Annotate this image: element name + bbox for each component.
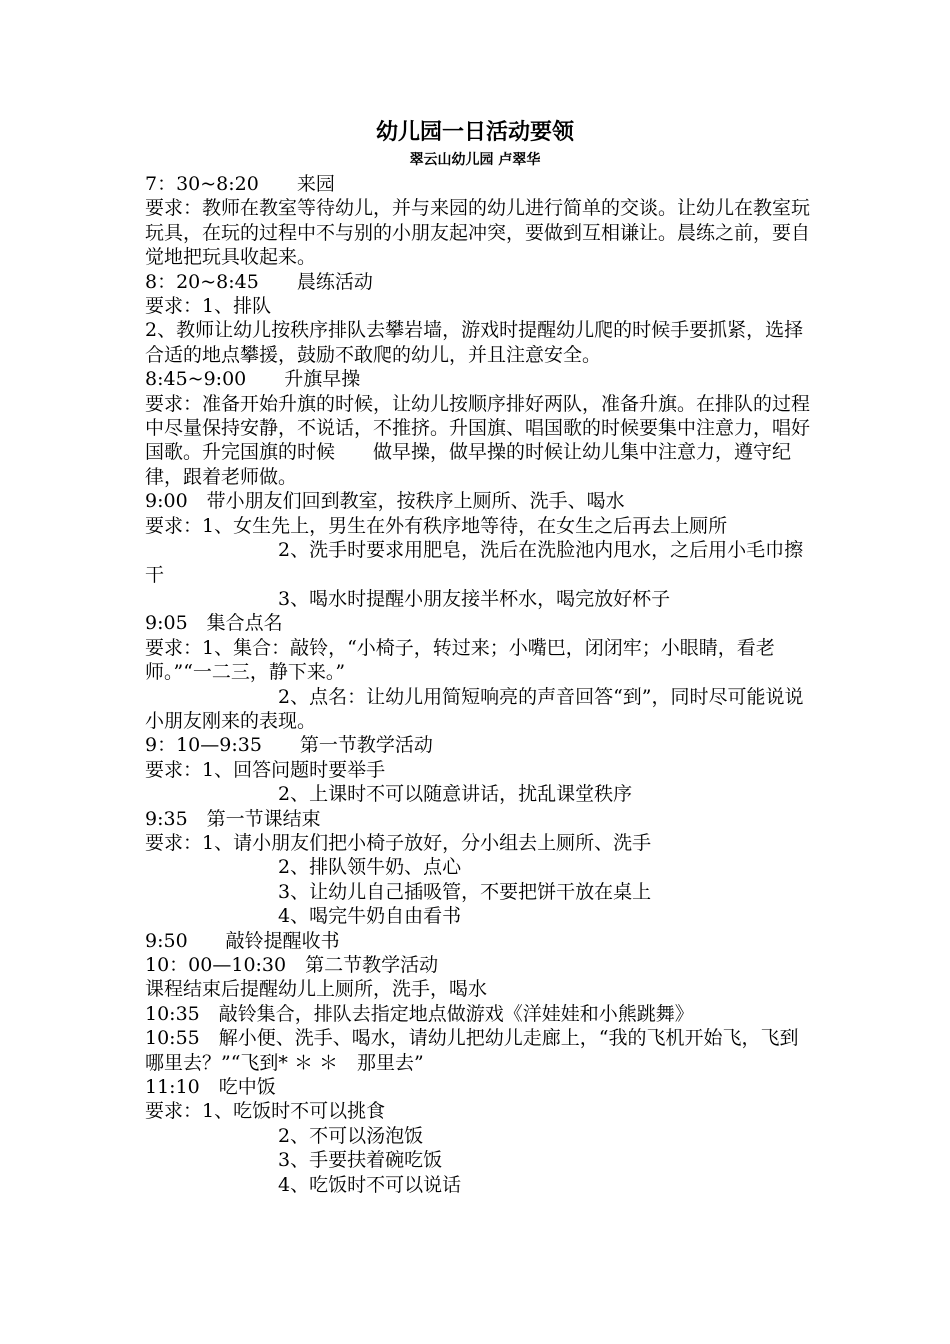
document-body	[145, 172, 813, 1197]
requirement-item: 2、排队领牛奶、点心	[278, 856, 462, 879]
requirement-item: 要求：1、请小朋友们把小椅子放好，分小组去上厕所、洗手	[145, 831, 652, 854]
requirement-item: 要求：1、女生先上，男生在外有秩序地等待，在女生之后再去上厕所	[145, 514, 728, 537]
requirement-item: 要求：1、回答问题时要举手	[145, 758, 386, 781]
requirement-item: 3、让幼儿自己插吸管，不要把饼干放在桌上	[278, 880, 652, 903]
schedule-restroom-break: 10:55 解小便、洗手、喝水，请幼儿把幼儿走廊上，“我的飞机开始飞，飞到哪里去？”“飞到* ＊ ＊ 那里去”	[145, 1027, 799, 1074]
requirement-paragraph: 课程结束后提醒幼儿上厕所，洗手，喝水	[145, 978, 488, 1001]
schedule-lunch: 11:10 吃中饭	[145, 1076, 276, 1099]
requirement-item: 2、洗手时要求用肥皂，洗后在洗脸池内甩水，之后用小毛巾擦干	[145, 539, 804, 586]
requirement-item: 2、上课时不可以随意讲话，扰乱课堂秩序	[278, 783, 633, 806]
requirement-item: 要求：1、排队	[145, 295, 272, 318]
requirement-item: 3、喝水时提醒小朋友接半杯水，喝完放好杯子	[278, 587, 671, 610]
requirement-item: 要求：1、吃饭时不可以挑食	[145, 1100, 386, 1123]
schedule-return-classroom: 9:00 带小朋友们回到教室，按秩序上厕所、洗手、喝水	[145, 490, 625, 513]
requirement-paragraph: 要求：准备开始升旗的时候，让幼儿按顺序排好两队，准备升旗。在排队的过程中尽量保持安静，不说话，不推挤。升国旗、唱国歌的时候要集中注意力，唱好国歌。升完国旗的时候 做早操，做早操的时候让幼儿集中注意力，遵守纪律，跟着老师做。	[145, 392, 811, 488]
schedule-game: 10:35 敲铃集合，排队去指定地点做游戏《洋娃娃和小熊跳舞》	[145, 1002, 694, 1025]
requirement-paragraph: 要求：教师在教室等待幼儿，并与来园的幼儿进行简单的交谈。让幼儿在教室玩玩具，在玩的过程中不与别的小朋友起冲突，要做到互相谦让。晨练之前，要自觉地把玩具收起来。	[145, 197, 811, 269]
schedule-arrival: 7：30~8:20 来园	[145, 173, 335, 195]
schedule-first-lesson: 9：10—9:35 第一节教学活动	[145, 734, 433, 757]
requirement-item: 3、手要扶着碗吃饭	[278, 1149, 443, 1172]
document-subtitle: 翠云山幼儿园 卢翠华	[409, 152, 541, 168]
schedule-book-collection: 9:50 敲铃提醒收书	[145, 929, 340, 952]
requirement-item: 要求：1、集合：敲铃，“小椅子，转过来；小嘴巴，闭闭牢；小眼睛，看老师。”“一二三，静下来。”	[145, 636, 775, 684]
requirement-item: 4、喝完牛奶自由看书	[278, 905, 462, 928]
schedule-second-lesson: 10：00—10:30 第二节教学活动	[145, 954, 439, 976]
schedule-flag-raising: 8:45~9:00 升旗早操	[145, 368, 361, 391]
schedule-first-lesson-end: 9:35 第一节课结束	[145, 807, 321, 830]
schedule-morning-exercise: 8：20~8:45 晨练活动	[145, 270, 373, 293]
requirement-item: 2、点名：让幼儿用简短响亮的声音回答“到”，同时尽可能说说小朋友刚来的表现。	[145, 685, 804, 732]
requirement-item: 2、不可以汤泡饭	[278, 1124, 424, 1147]
requirement-item: 4、吃饭时不可以说话	[278, 1173, 462, 1196]
document-title: 幼儿园一日活动要领	[375, 120, 574, 145]
schedule-roll-call: 9:05 集合点名	[145, 612, 283, 635]
requirement-paragraph: 2、教师让幼儿按秩序排队去攀岩墙，游戏时提醒幼儿爬的时候手要抓紧，选择合适的地点攀援，鼓励不敢爬的幼儿，并且注意安全。	[145, 319, 804, 366]
